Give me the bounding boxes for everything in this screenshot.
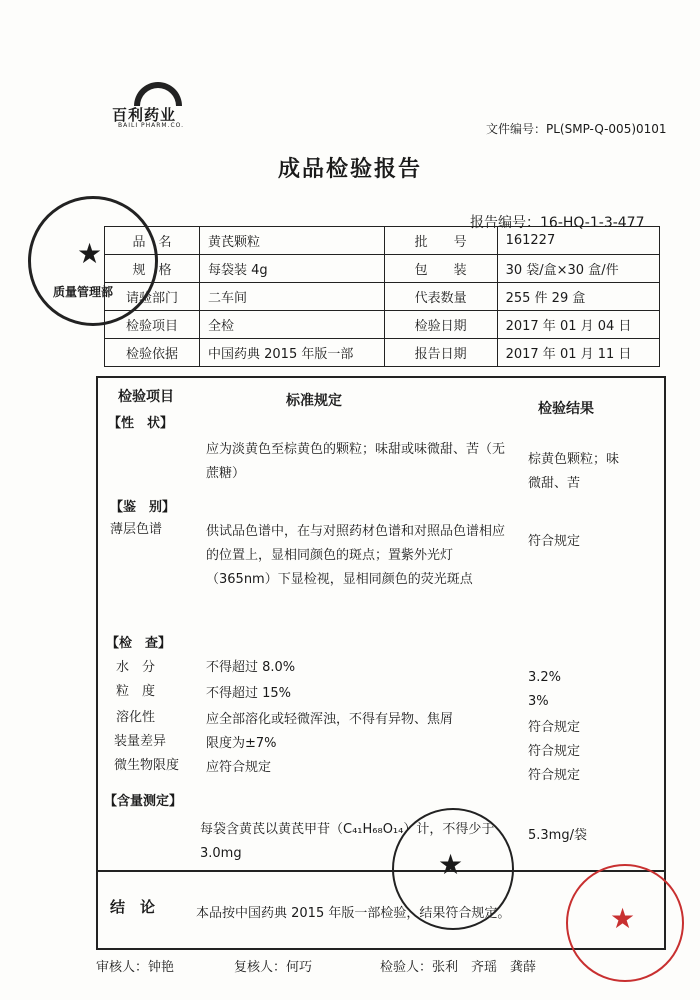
table-row: [105, 311, 660, 339]
size-result: 3%: [528, 694, 549, 709]
company-seal: [28, 196, 158, 326]
dept-value: 二车间: [200, 283, 385, 311]
logo-subtext: BAILI PHARM.CO.: [118, 122, 185, 129]
header-standard: 标准规定: [286, 393, 342, 409]
tlc-label: 薄层色谱: [110, 522, 163, 537]
name-label: 品 名: [105, 227, 200, 255]
seal-star-icon: ★: [438, 848, 464, 881]
conclusion-divider: [96, 870, 664, 872]
seal-star-icon: ★: [77, 237, 103, 270]
report-date-value: 2017 年 01 月 11 日: [497, 339, 659, 367]
micro-label: 微生物限度: [114, 758, 180, 773]
header-item: 检验项目: [118, 389, 174, 405]
table-row: [105, 255, 660, 283]
product-name: 黄芪颗粒: [200, 227, 385, 255]
document-number: 文件编号：PL(SMP-Q-005)0101: [486, 122, 667, 136]
conclusion-text: 本品按中国药典 2015 年版一部检验，结果符合规定。: [196, 906, 511, 921]
item-value: 全检: [200, 311, 385, 339]
conclusion-label: 结 论: [110, 898, 156, 916]
spec-label: 规 格: [105, 255, 200, 283]
company-logo: [112, 82, 192, 128]
report-number: 报告编号：16-HQ-1-3-477: [470, 215, 645, 231]
assay-result: 5.3mg/袋: [528, 828, 587, 843]
fill-result: 符合规定: [528, 744, 581, 759]
tlc-result: 符合规定: [528, 534, 581, 549]
logo-text: 百利药业: [112, 106, 177, 124]
size-label: 粒 度: [116, 684, 156, 699]
header-result: 检验结果: [538, 401, 594, 417]
section-check: 【检 查】: [106, 636, 172, 651]
reviewer: 审核人：钟艳: [96, 960, 175, 975]
fill-standard: 限度为±7%: [206, 736, 277, 751]
package-value: 30 袋/盒×30 盒/件: [497, 255, 659, 283]
fill-label: 装量差异: [114, 734, 167, 749]
qc-seal: [392, 808, 514, 930]
logo-arch-icon: [134, 82, 182, 106]
tlc-standard: 供试品色谱中，在与对照药材色谱和对照品色谱相应的位置上，显相同颜色的斑点；置紫外光灯（365nm）下显检视，显相同颜色的荧光斑点: [206, 524, 506, 587]
page-title: 成品检验报告: [277, 157, 422, 182]
solubility-label: 溶化性: [116, 710, 156, 725]
date-value: 2017 年 01 月 04 日: [497, 311, 659, 339]
qty-value: 255 件 29 盒: [497, 283, 659, 311]
size-standard: 不得超过 15%: [206, 686, 292, 701]
section-character: 【性 状】: [108, 416, 174, 431]
solubility-result: 符合规定: [528, 720, 581, 735]
micro-standard: 应符合规定: [206, 760, 272, 775]
solubility-standard: 应全部溶化或轻微浑浊，不得有异物、焦屑: [206, 712, 454, 727]
water-label: 水 分: [116, 660, 156, 675]
section-assay: 【含量测定】: [104, 794, 183, 809]
red-stamp: [566, 864, 684, 982]
table-row: [105, 339, 660, 367]
dept-label: 请验部门: [105, 283, 200, 311]
package-label: 包 装: [384, 255, 497, 283]
stamp-star-icon: ★: [610, 902, 636, 935]
rechecker: 复核人：何巧: [234, 960, 313, 975]
report-date-label: 报告日期: [384, 339, 497, 367]
assay-standard: 每袋含黄芪以黄芪甲苷（C₄₁H₆₈O₁₄）计，不得少于 3.0mg: [200, 822, 495, 861]
water-standard: 不得超过 8.0%: [206, 660, 296, 675]
section-identify: 【鉴 别】: [110, 500, 176, 515]
info-table: [104, 226, 660, 367]
date-label: 检验日期: [384, 311, 497, 339]
spec-value: 每袋装 4g: [200, 255, 385, 283]
seal-quality-text: 质量管理部: [53, 285, 114, 299]
item-label: 检验项目: [105, 311, 200, 339]
inspector: 检验人：张利 齐瑶 龚薛: [380, 960, 537, 975]
batch-number: 161227: [497, 227, 659, 255]
batch-label: 批 号: [384, 227, 497, 255]
character-result: 棕黄色颗粒；味微甜、苦: [528, 452, 620, 491]
qty-label: 代表数量: [384, 283, 497, 311]
table-row: [105, 283, 660, 311]
basis-value: 中国药典 2015 年版一部: [200, 339, 385, 367]
micro-result: 符合规定: [528, 768, 581, 783]
character-standard: 应为淡黄色至棕黄色的颗粒；味甜或味微甜、苦（无蔗糖）: [206, 442, 506, 481]
table-row: [105, 227, 660, 255]
water-result: 3.2%: [528, 670, 562, 685]
basis-label: 检验依据: [105, 339, 200, 367]
